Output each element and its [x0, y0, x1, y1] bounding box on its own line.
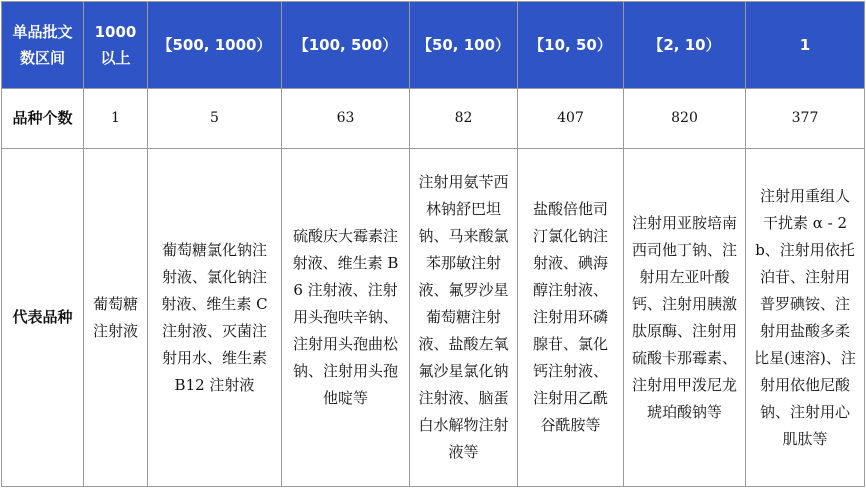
representative-cell: 注射用亚胺培南西司他丁钠、注射用左亚叶酸钙、注射用胰激肽原酶、注射用硫酸卡那霉素、注射用甲泼尼龙琥珀酸钠等 — [624, 149, 746, 487]
representative-cell: 葡萄糖注射液 — [84, 149, 148, 487]
header-range-cell: 【50, 100） — [410, 2, 518, 89]
count-cell: 5 — [148, 89, 282, 149]
count-cell: 377 — [746, 89, 865, 149]
header-range-cell: 1 — [746, 2, 865, 89]
count-row-label: 品种个数 — [2, 89, 84, 149]
representative-cell: 葡萄糖氯化钠注射液、氯化钠注射液、维生素 C 注射液、灭菌注射用水、维生素 B12 注射液 — [148, 149, 282, 487]
header-range-cell: 【500, 1000） — [148, 2, 282, 89]
representative-cell: 注射用氨苄西林钠舒巴坦钠、马来酸氯苯那敏注射液、氟罗沙星葡萄糖注射液、盐酸左氧氟沙星氯化钠注射液、脑蛋白水解物注射液等 — [410, 149, 518, 487]
header-range-cell: 1000以上 — [84, 2, 148, 89]
representative-row-label: 代表品种 — [2, 149, 84, 487]
count-cell: 1 — [84, 89, 148, 149]
count-cell: 407 — [518, 89, 624, 149]
representative-cell: 盐酸倍他司汀氯化钠注射液、碘海醇注射液、注射用环磷腺苷、氯化钙注射液、注射用乙酰谷酰胺等 — [518, 149, 624, 487]
header-range-cell: 【2, 10） — [624, 2, 746, 89]
approval-distribution-table — [1, 1, 865, 487]
representative-cell: 注射用重组人干扰素 α - 2b、注射用依托泊苷、注射用普罗碘铵、注射用盐酸多柔比星(速溶)、注射用依他尼酸钠、注射用心肌肽等 — [746, 149, 865, 487]
header-corner-cell: 单品批文数区间 — [2, 2, 84, 89]
header-range-cell: 【10, 50） — [518, 2, 624, 89]
count-row — [2, 89, 865, 149]
count-cell: 820 — [624, 89, 746, 149]
count-cell: 63 — [282, 89, 410, 149]
count-cell: 82 — [410, 89, 518, 149]
representative-cell: 硫酸庆大霉素注射液、维生素 B6 注射液、注射用头孢呋辛钠、注射用头孢曲松钠、注射用头孢他啶等 — [282, 149, 410, 487]
header-range-cell: 【100, 500） — [282, 2, 410, 89]
header-row — [2, 2, 865, 89]
representative-row — [2, 149, 865, 487]
